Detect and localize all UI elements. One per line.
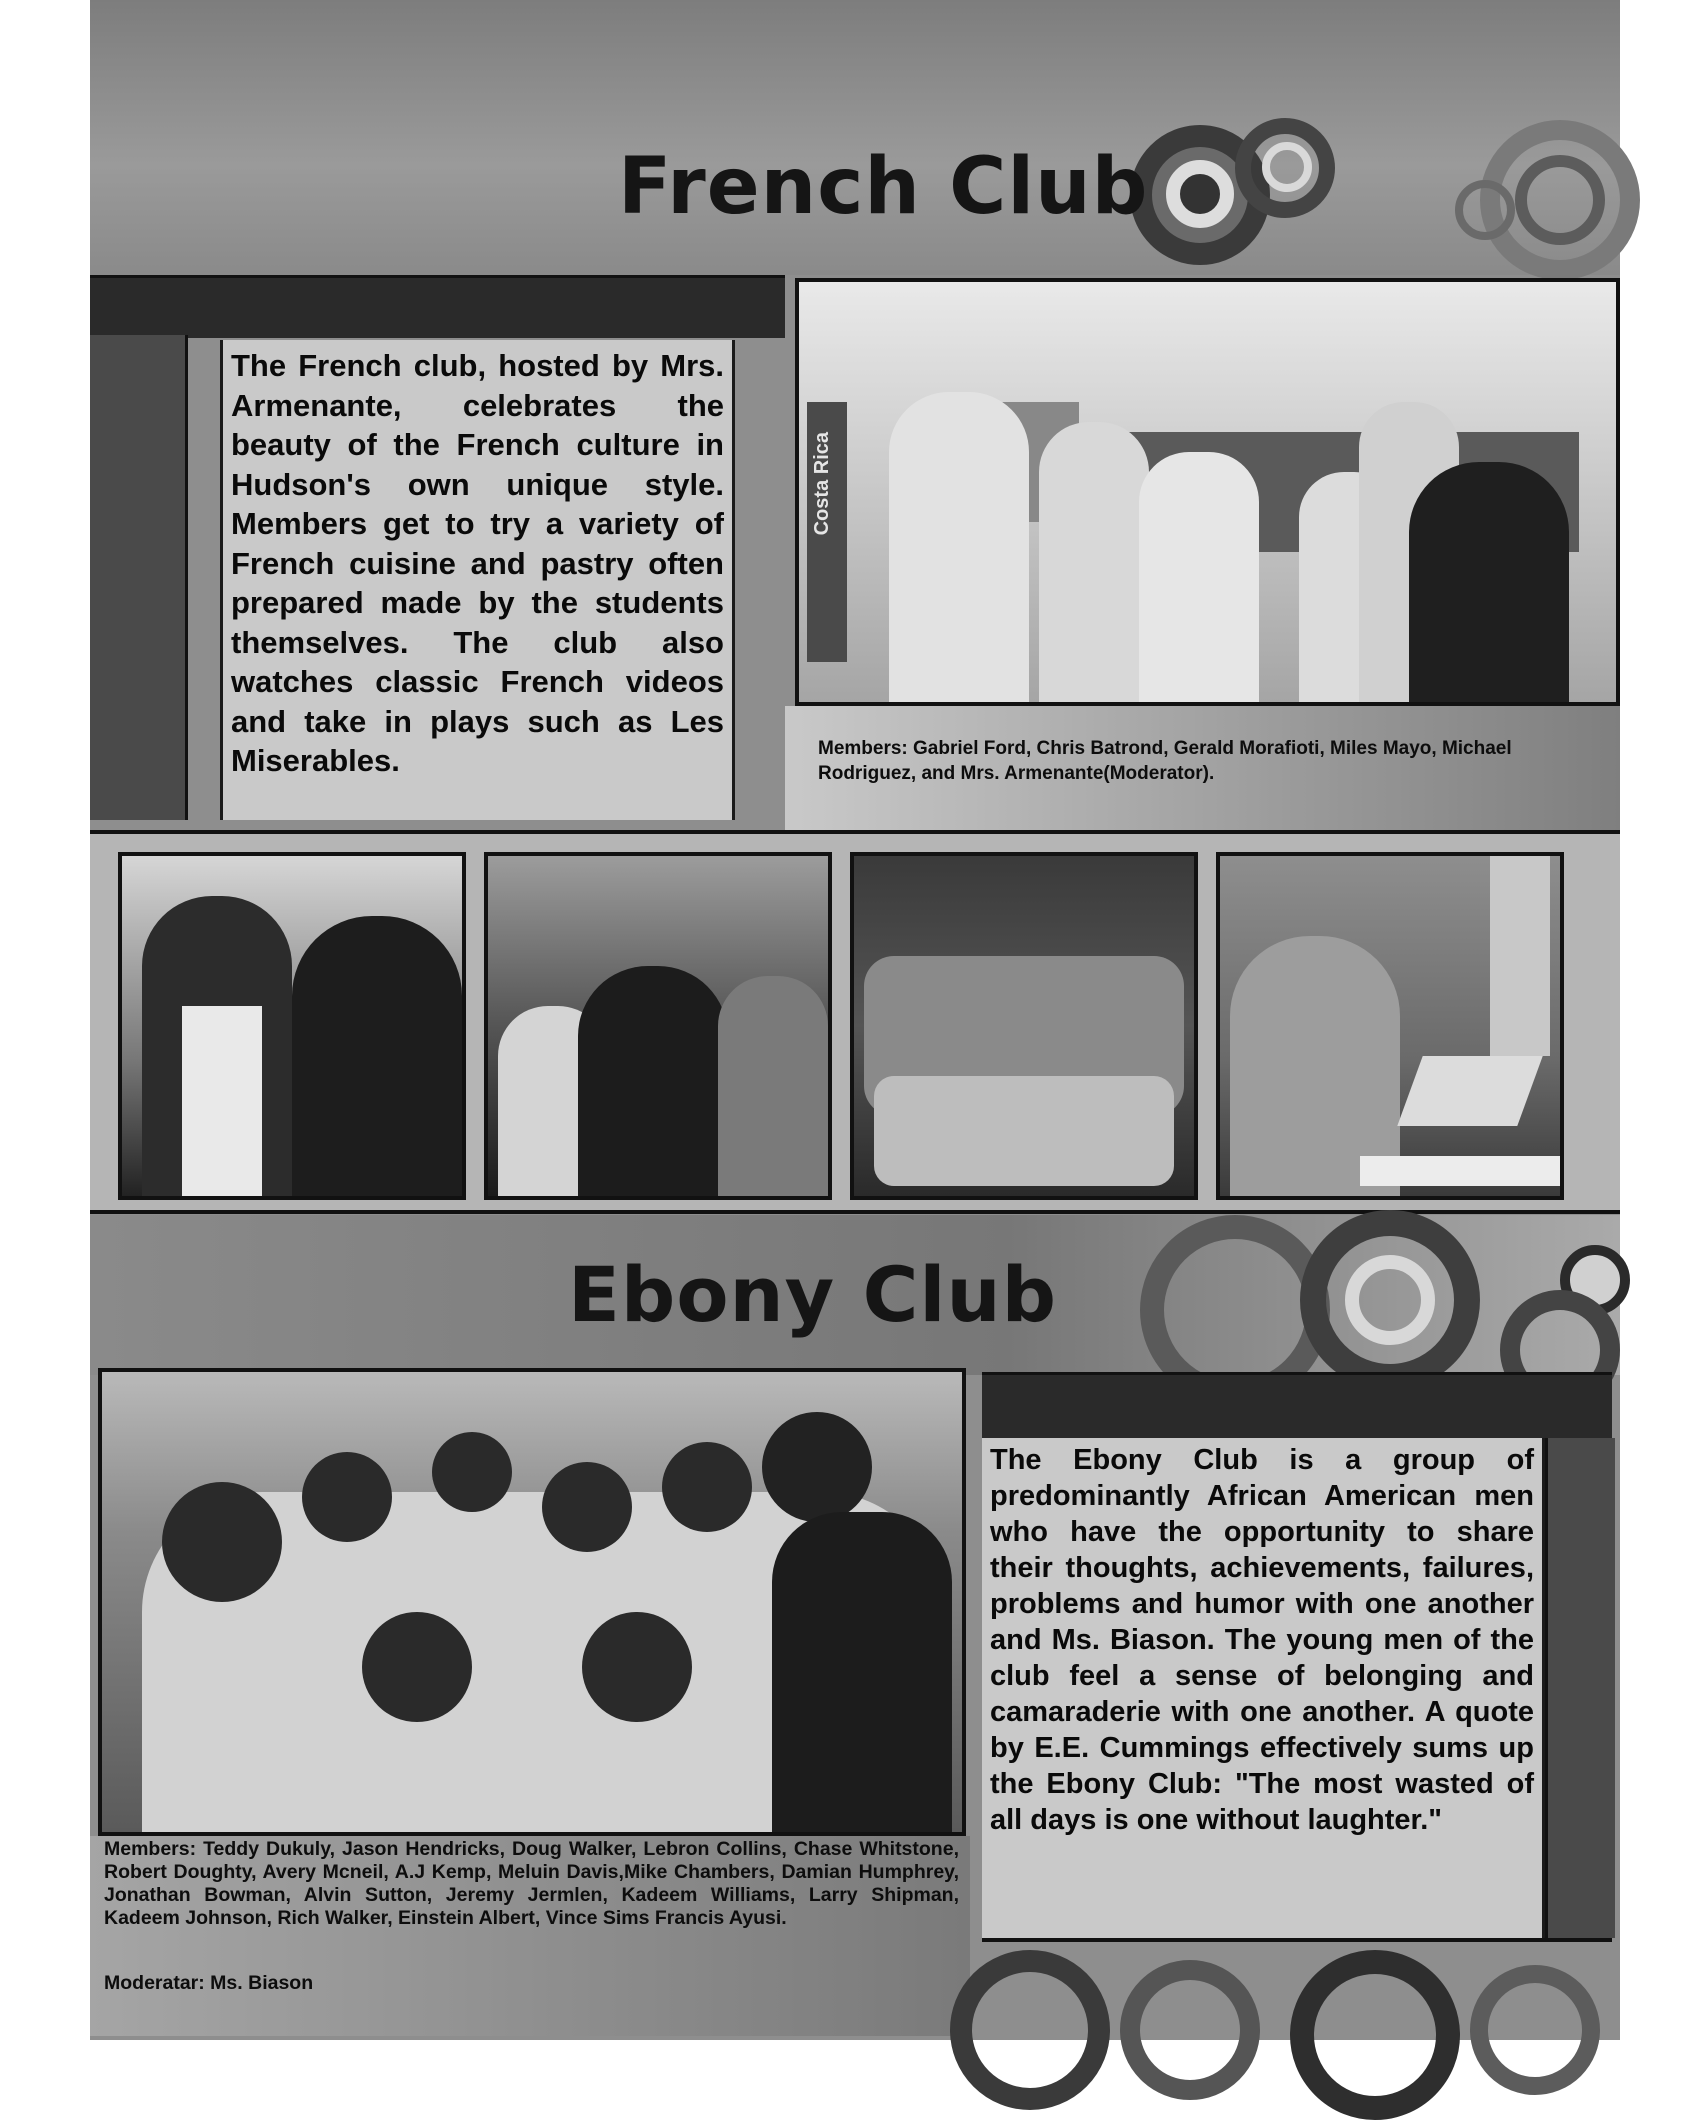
strip-photo-3 (850, 852, 1198, 1200)
divider-line (982, 1938, 1612, 1942)
photo-sign-text: Costa Rica (811, 432, 833, 536)
strip-photo-2 (484, 852, 832, 1200)
french-club-description: The French club, hosted by Mrs. Armenante, celebrates the beauty of the French culture in Hudson's own unique style. Members get to try a variety of French cuisine and pastry often prepared made by the students themselves. The club also watches classic French videos and take in plays such as Les Miserables. (220, 340, 735, 820)
ebony-club-caption: Members: Teddy Dukuly, Jason Hendricks, Doug Walker, Lebron Collins, Chase Whitstone, Robert Doughty, Avery Mcneil, A.J Kemp, Meluin Davis,Mike Chambers, Damian Humphrey, Jonathan Bowman, Alvin Sutton, Jeremy Jermlen, Kadeem Williams, Larry Shipman, Kadeem Johnson, Rich Walker, Einstein Albert, Vince Sims Francis Ayusi. (104, 1838, 959, 1929)
ebony-group-photo (98, 1368, 966, 1836)
ebony-club-description: The Ebony Club is a group of predominantly African American men who have the opportunity to share their thoughts, achievements, failures, problems and humor with one another and Ms. Biason. The young men of the club feel a sense of belonging and camaraderie with one another. A quote by E.E. Cummings effectively sums up the Ebony Club: "The most wasted of all days is one without laughter." (982, 1438, 1545, 1938)
ebony-club-moderator: Moderatar: Ms. Biason (104, 1972, 314, 1994)
french-header-bar (90, 275, 785, 338)
french-club-title: French Club (618, 142, 1149, 232)
strip-photo-4 (1216, 852, 1564, 1200)
ebony-header-bar (982, 1372, 1612, 1441)
ebony-club-title: Ebony Club (568, 1250, 1057, 1339)
french-sidebar (90, 335, 188, 820)
french-club-caption: Members: Gabriel Ford, Chris Batrond, Gerald Morafioti, Miles Mayo, Michael Rodriguez, and Mrs. Armenante(Moderator). (818, 738, 1512, 784)
french-group-photo (795, 278, 1620, 706)
header-band (90, 0, 1620, 275)
strip-photo-1 (118, 852, 466, 1200)
ebony-sidebar (1545, 1438, 1615, 1938)
